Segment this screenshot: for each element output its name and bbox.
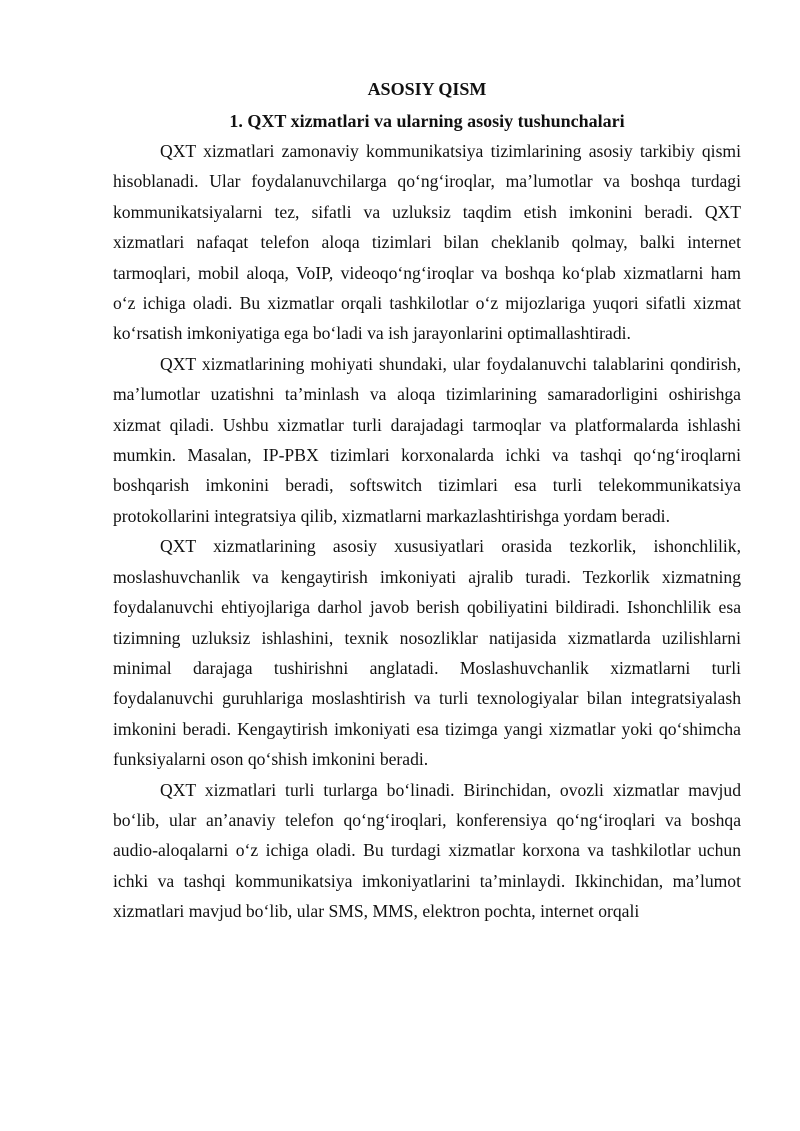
paragraph-2: QXT xizmatlarining mohiyati shundaki, ular foydalanuvchi talablarini qondirish, ma’lumotlar uzatishni ta’minlash va aloqa tizimlarining samaradorligini oshirishga xizmat qiladi. Ushbu xizmatlar turli darajadagi tarmoqlar va platformalarda ishlashi mumkin. Masalan, IP-PBX tizimlari korxonalarda ichki va tashqi qo‘ng‘iroqlarni boshqarish imkonini beradi, softswitch tizimlari esa turli telekommunikatsiya protokollarini integratsiya qilib, xizmatlarni markazlashtirishga yordam beradi.: [113, 353, 741, 526]
document-body: [113, 74, 741, 927]
paragraph-1: QXT xizmatlari zamonaviy kommunikatsiya tizimlarining asosiy tarkibiy qismi hisoblanadi. Ular foydalanuvchilarga qo‘ng‘iroqlar, ma’lumotlar va boshqa turdagi kommunikatsiyalarni tez, sifatli va uzluksiz taqdim etish imkonini beradi. QXT xizmatlari nafaqat telefon aloqa tizimlari bilan cheklanib qolmay, balki internet tarmoqlari, mobil aloqa, VoIP, videoqo‘ng‘iroqlar va boshqa ko‘plab xizmatlarni ham o‘z ichiga oladi. Bu xizmatlar orqali tashkilotlar o‘z mijozlariga yuqori sifatli xizmat ko‘rsatish imkoniyatiga ega bo‘ladi va ish jarayonlarini optimallashtiradi.: [113, 141, 741, 344]
paragraph-3: QXT xizmatlarining asosiy xususiyatlari orasida tezkorlik, ishonchlilik, moslashuvchanlik va kengaytirish imkoniyati ajralib turadi. Tezkorlik xizmatning foydalanuvchi ehtiyojlariga darhol javob berish qobiliyatini bildiradi. Ishonchlilik esa tizimning uzluksiz ishlashini, texnik nosozliklar natijasida xizmatlarda uzilishlarni minimal darajaga tushirishni anglatadi. Moslashuvchanlik xizmatlarni turli foydalanuvchi guruhlariga moslashtirish va turli texnologiyalar bilan integratsiyalash imkonini beradi. Kengaytirish imkoniyati esa tizimga yangi xizmatlar yoki qo‘shimcha funksiyalarni oson qo‘shish imkonini beradi.: [113, 536, 741, 770]
page-title: ASOSIY QISM: [367, 79, 487, 99]
section-heading: 1. QXT xizmatlari va ularning asosiy tushunchalari: [229, 111, 625, 131]
paragraph-4: QXT xizmatlari turli turlarga bo‘linadi. Birinchidan, ovozli xizmatlar mavjud bo‘lib, ular an’anaviy telefon qo‘ng‘iroqlari, konferensiya qo‘ng‘iroqlari va boshqa audio-aloqalarni o‘z ichiga oladi. Bu turdagi xizmatlar korxona va tashkilotlar uchun ichki va tashqi kommunikatsiya imkoniyatlarini ta’minlaydi. Ikkinchidan, ma’lumot xizmatlari mavjud bo‘lib, ular SMS, MMS, elektron pochta, internet orqali: [113, 779, 741, 922]
